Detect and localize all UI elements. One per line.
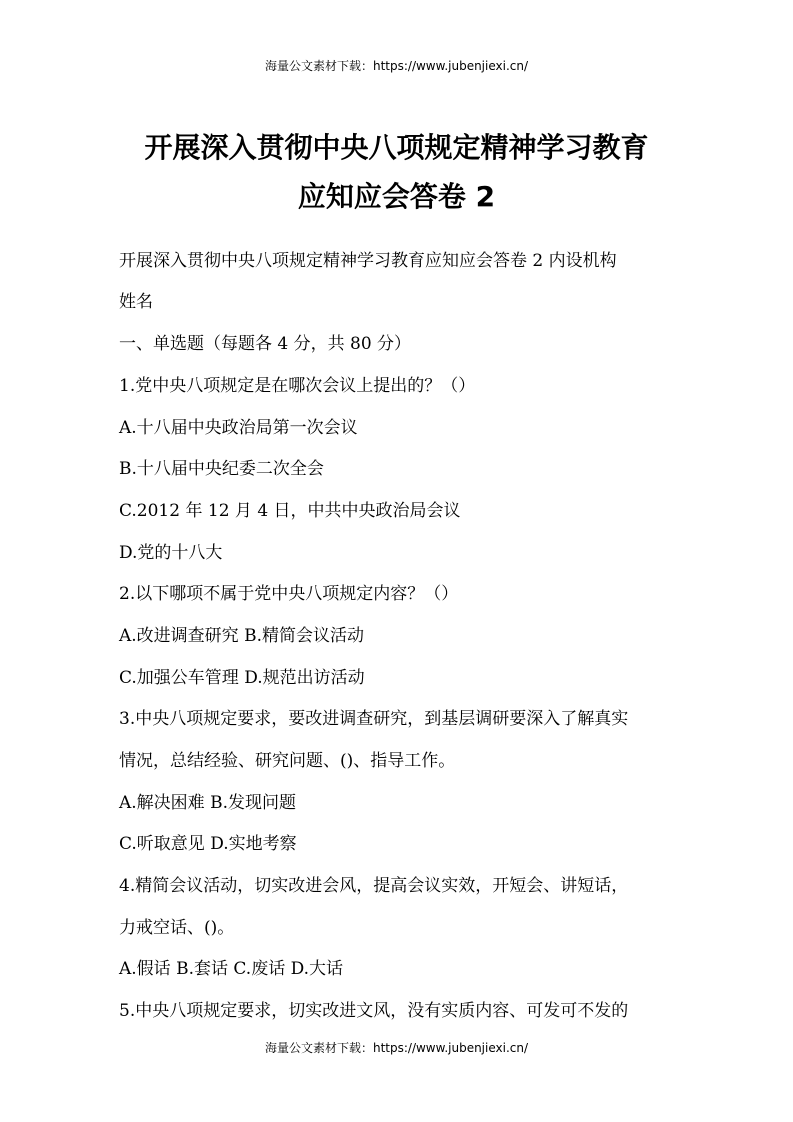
question-2-options-ab: A.改进调查研究 B.精简会议活动	[119, 626, 364, 646]
question-3-stem-line-2: 情况，总结经验、研究问题、()、指导工作。	[119, 751, 456, 771]
question-3-stem-line-1: 3.中央八项规定要求，要改进调查研究，到基层调研要深入了解真实	[119, 709, 629, 729]
intro-line-1: 开展深入贯彻中央八项规定精神学习教育应知应会答卷 2 内设机构	[119, 251, 617, 271]
question-4-stem-line-2: 力戒空话、()。	[119, 918, 235, 938]
section-heading-single-choice: 一、单选题（每题各 4 分，共 80 分）	[119, 334, 412, 354]
question-1-stem: 1.党中央八项规定是在哪次会议上提出的？（）	[119, 376, 476, 396]
question-1-option-b: B.十八届中央纪委二次全会	[119, 459, 324, 479]
question-4-stem-line-1: 4.精简会议活动，切实改进会风，提高会议实效，开短会、讲短话，	[119, 876, 629, 896]
question-4-options: A.假话 B.套话 C.废话 D.大话	[119, 959, 344, 979]
question-1-option-a: A.十八届中央政治局第一次会议	[119, 418, 358, 438]
question-1-option-c: C.2012 年 12 月 4 日，中共中央政治局会议	[119, 501, 461, 521]
intro-line-2-name-field: 姓名	[119, 292, 153, 312]
question-3-options-cd: C.听取意见 D.实地考察	[119, 834, 297, 854]
page-footer-url: 海量公文素材下载：https://www.jubenjiexi.cn/	[264, 1041, 529, 1055]
page-header-url: 海量公文素材下载：https://www.jubenjiexi.cn/	[264, 59, 529, 73]
question-1-option-d: D.党的十八大	[119, 543, 223, 563]
question-2-stem: 2.以下哪项不属于党中央八项规定内容？（）	[119, 584, 459, 604]
question-3-options-ab: A.解决困难 B.发现问题	[119, 793, 296, 813]
document-title-line-1: 开展深入贯彻中央八项规定精神学习教育	[144, 131, 649, 164]
question-2-options-cd: C.加强公车管理 D.规范出访活动	[119, 668, 365, 688]
document-title-line-2: 应知应会答卷 2	[297, 180, 496, 213]
question-5-stem-line-1: 5.中央八项规定要求，切实改进文风，没有实质内容、可发可不发的	[119, 1001, 629, 1021]
